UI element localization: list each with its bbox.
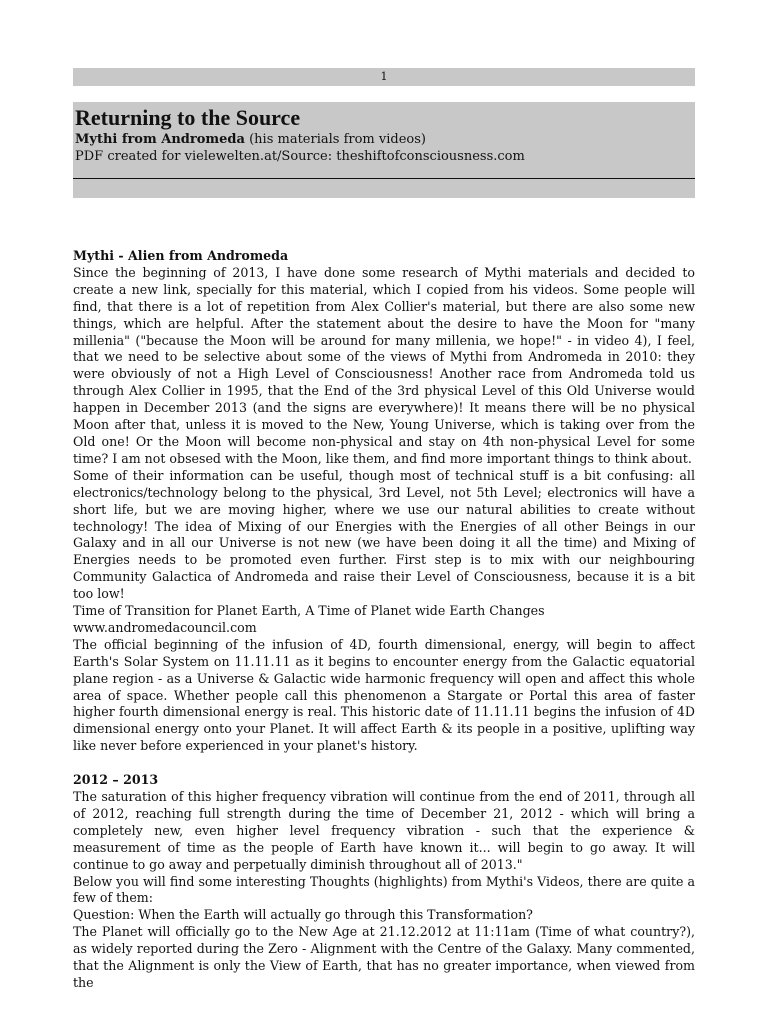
header-divider <box>73 178 695 179</box>
body-paragraph: The Planet will officially go to the New Age at 21.12.2012 at 11:11am (Time of what country?), as widely reported during the Zero - Alignment with the Centre of the Galaxy. Many commented, that the Alignment is only the View of Earth, that has no greater importance, when viewed from the <box>73 924 695 990</box>
subtitle-note: (his materials from videos) <box>244 132 426 147</box>
page-number: 1 <box>380 70 388 83</box>
body-paragraph: Since the beginning of 2013, I have done some research of Mythi materials and decided to create a new link, specially for this material, which I copied from his videos. Some people will find, that there is a lot of repetition from Alex Collier's material, but there are also some new things, which are helpful. After the statement about the desire to have the Moon for "many millenia" ("because the Moon will be around for many millenia, we hope!" - in video 4), I feel, that we need to be selective about some of the views of Mythi from Andromeda in 2010: they were obviously of not a High Level of Consciousness! Another race from Andromeda told us through Alex Collier in 1995, that the End of the 3rd physical Level of this Old Universe would happen in December 2013 (and the signs are everywhere)! It means there will be no physical Moon after that, unless it is moved to the New, Young Universe, which is taking over from the Old one! Or the Moon will become non-physical and stay on 4th non-physical Level for some time? I am not obsesed with the Moon, like them, and find more important things to think about. <box>73 264 695 466</box>
body-paragraph: Some of their information can be useful, though most of technical stuff is a bit confusing: all electronics/technology belong to the physical, 3rd Level, not 5th Level; electronics will have a short life, but we are moving higher, where we use our natural abilities to create without technology! The idea of Mixing of our Energies with the Energies of all other Beings in our Galaxy and in all our Universe is not new (we have been doing it all the time) and Mixing of Energies needs to be promoted even further. First step is to mix with our neighbouring Community Galactica of Andromeda and raise their Level of Consciousness, because it is a bit too low! <box>73 467 695 602</box>
subtitle-author: Mythi from Andromeda <box>75 132 245 147</box>
body-paragraph: The official beginning of the infusion of 4D, fourth dimensional, energy, will begin to affect Earth's Solar System on 11.11.11 as it begins to encounter energy from the Galactic equatorial plane region - as a Universe & Galactic wide harmonic frequency will open and affect this whole area of space. Whether people call this phenomenon a Stargate or Portal this area of faster higher fourth dimensional energy is real. This historic date of 11.11.11 begins the infusion of 4D dimensional energy onto your Planet. It will affect Earth & its people in a positive, uplifting way like never before experienced in your planet's history. <box>73 636 695 754</box>
document-source: PDF created for vielewelten.at/Source: theshiftofconsciousness.com <box>75 149 525 164</box>
body-paragraph: Below you will find some interesting Thoughts (highlights) from Mythi's Videos, there are quite a few of them: <box>73 873 695 906</box>
body-paragraph: The saturation of this higher frequency vibration will continue from the end of 2011, through all of 2012, reaching full strength during the time of December 21, 2012 - which will bring a completely new, even higher level frequency vibration - such that the experience & measurement of time as the people of Earth have known it... will begin to go away. It will continue to go away and perpetually diminish throughout all of 2013." <box>73 788 695 872</box>
body-paragraph: Time of Transition for Planet Earth, A Time of Planet wide Earth Changes <box>73 603 545 619</box>
document-subtitle <box>75 131 426 148</box>
website-link[interactable]: www.andromedacouncil.com <box>73 619 257 635</box>
document-body <box>73 248 695 992</box>
body-paragraph: Question: When the Earth will actually go through this Transformation? <box>73 907 533 923</box>
section-heading: 2012 – 2013 <box>73 772 159 788</box>
document-header <box>73 102 695 198</box>
paragraph-spacer <box>73 755 695 772</box>
section-heading: Mythi - Alien from Andromeda <box>73 248 289 263</box>
page-number-bar <box>73 68 695 86</box>
document-title: Returning to the Source <box>75 105 301 130</box>
